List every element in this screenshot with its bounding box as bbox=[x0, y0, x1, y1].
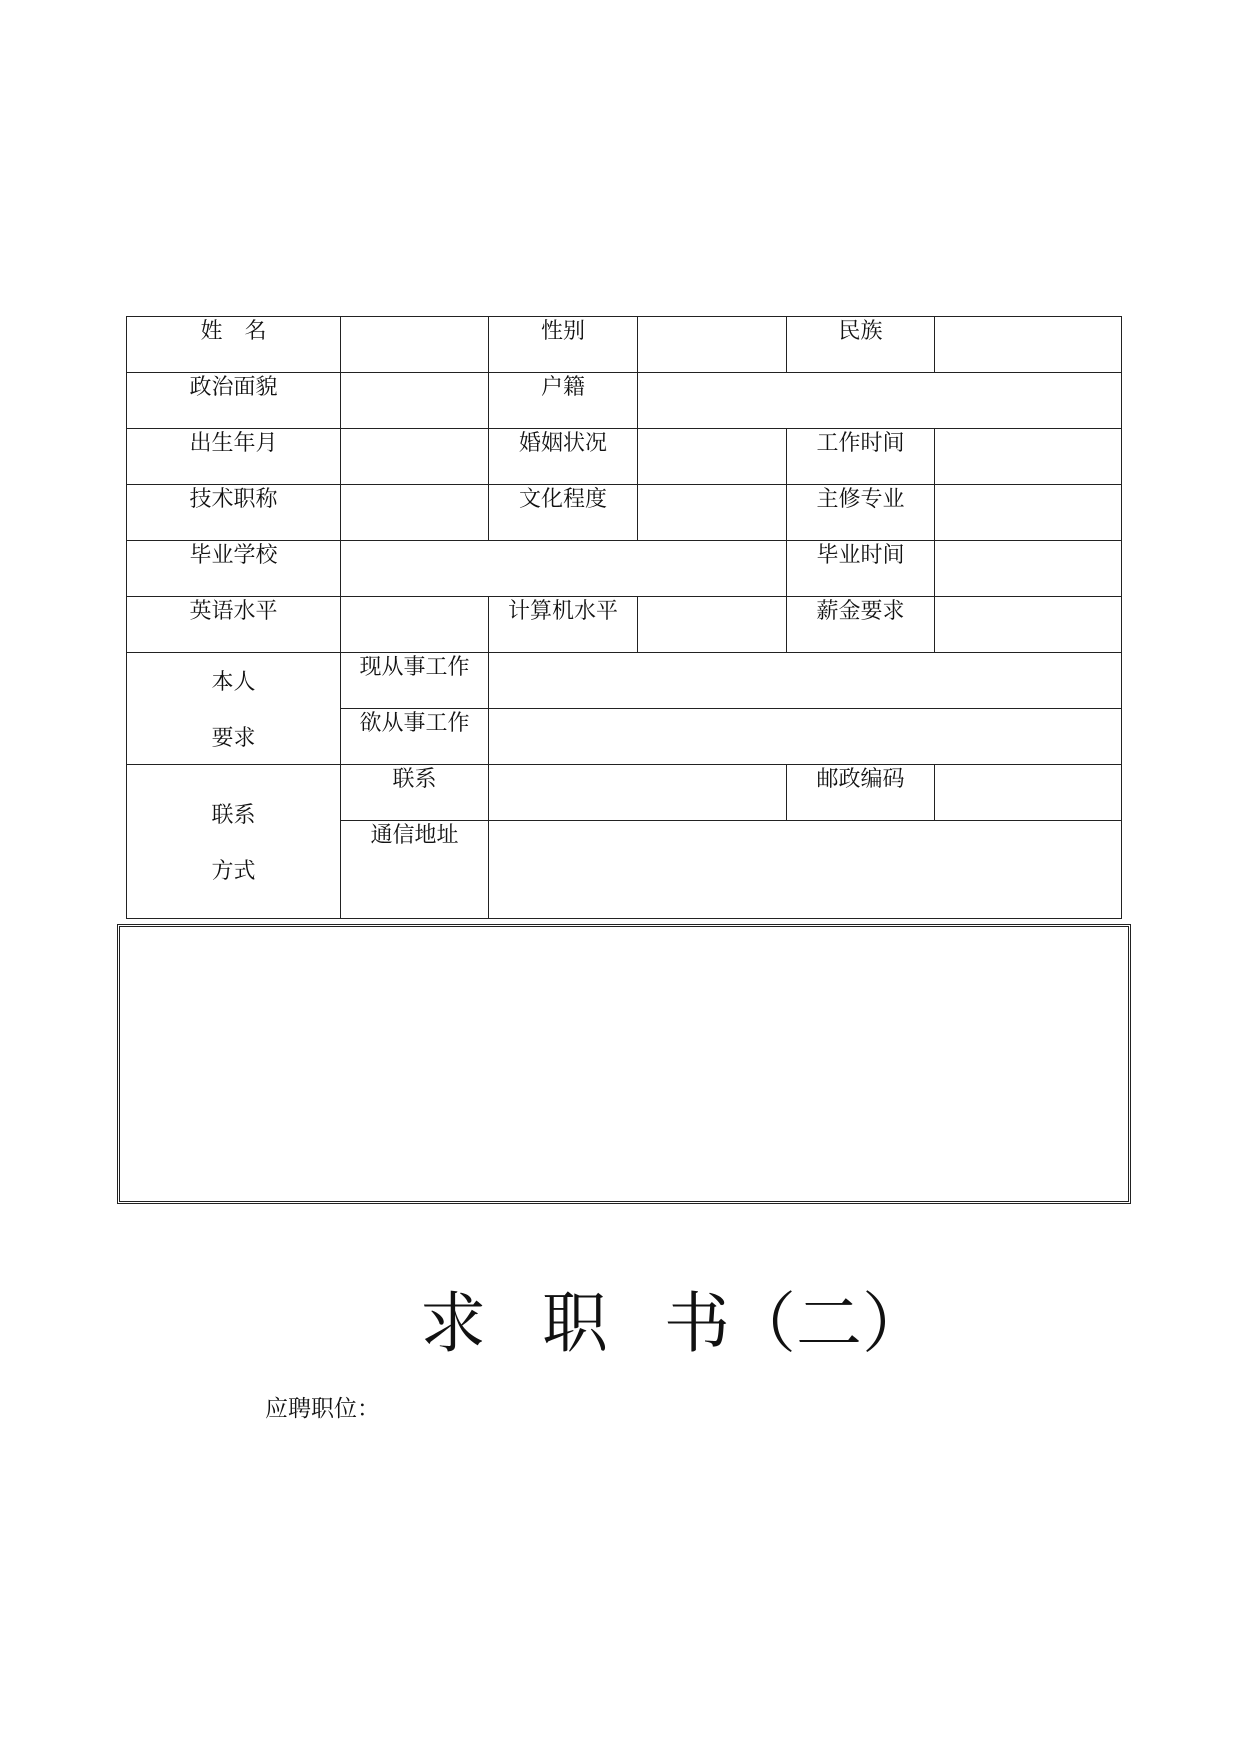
document-title bbox=[420, 1270, 928, 1365]
gender-field[interactable] bbox=[638, 317, 787, 373]
birth-label: 出生年月 bbox=[189, 431, 278, 456]
requirements-label-cell bbox=[127, 653, 341, 765]
english-label: 英语水平 bbox=[189, 599, 278, 624]
grad-time-field[interactable] bbox=[935, 541, 1122, 597]
school-label-cell bbox=[127, 541, 341, 597]
education-label: 文化程度 bbox=[518, 487, 607, 512]
application-form-table bbox=[126, 316, 1122, 919]
title-part-3: 书（二） bbox=[664, 1285, 928, 1362]
political-label: 政治面貌 bbox=[189, 375, 278, 400]
school-field[interactable] bbox=[341, 541, 787, 597]
birth-field[interactable] bbox=[341, 429, 489, 485]
current-job-field[interactable] bbox=[489, 653, 1122, 709]
contact-label-cell bbox=[341, 765, 489, 821]
address-field[interactable] bbox=[489, 821, 1122, 919]
marital-label-cell bbox=[489, 429, 638, 485]
work-time-label-cell bbox=[787, 429, 935, 485]
birth-label-cell bbox=[127, 429, 341, 485]
work-time-label: 工作时间 bbox=[816, 431, 905, 456]
salary-label-cell bbox=[787, 597, 935, 653]
gender-label-cell bbox=[489, 317, 638, 373]
address-label-cell bbox=[341, 821, 489, 919]
position-applied-label: 应聘职位： bbox=[265, 1396, 380, 1422]
salary-label: 薪金要求 bbox=[816, 599, 905, 624]
contact-method-label-line1: 联系 bbox=[211, 802, 256, 828]
work-time-field[interactable] bbox=[935, 429, 1122, 485]
school-label: 毕业学校 bbox=[189, 543, 278, 568]
hukou-label-cell bbox=[489, 373, 638, 429]
contact-label: 联系 bbox=[392, 767, 437, 792]
title-label-cell bbox=[127, 485, 341, 541]
education-label-cell bbox=[489, 485, 638, 541]
salary-field[interactable] bbox=[935, 597, 1122, 653]
postcode-field[interactable] bbox=[935, 765, 1122, 821]
ethnicity-field[interactable] bbox=[935, 317, 1122, 373]
address-label: 通信地址 bbox=[370, 823, 459, 848]
political-label-cell bbox=[127, 373, 341, 429]
desired-job-label: 欲从事工作 bbox=[359, 711, 470, 736]
tech-title-field[interactable] bbox=[341, 485, 489, 541]
marital-label: 婚姻状况 bbox=[518, 431, 607, 456]
education-field[interactable] bbox=[638, 485, 787, 541]
requirements-label-line2: 要求 bbox=[211, 725, 256, 751]
major-field[interactable] bbox=[935, 485, 1122, 541]
computer-label-cell bbox=[489, 597, 638, 653]
marital-field[interactable] bbox=[638, 429, 787, 485]
hukou-label: 户籍 bbox=[540, 375, 585, 400]
contact-method-label-cell bbox=[127, 765, 341, 919]
requirements-label-line1: 本人 bbox=[211, 669, 256, 695]
computer-field[interactable] bbox=[638, 597, 787, 653]
ethnicity-label-cell bbox=[787, 317, 935, 373]
postcode-label: 邮政编码 bbox=[816, 767, 905, 792]
english-label-cell bbox=[127, 597, 341, 653]
grad-time-label-cell bbox=[787, 541, 935, 597]
contact-field[interactable] bbox=[489, 765, 787, 821]
desired-job-label-cell bbox=[341, 709, 489, 765]
title-part-2: 职 bbox=[542, 1285, 608, 1362]
desired-job-field[interactable] bbox=[489, 709, 1122, 765]
free-text-box[interactable] bbox=[117, 924, 1131, 1204]
political-field[interactable] bbox=[341, 373, 489, 429]
current-job-label: 现从事工作 bbox=[359, 655, 470, 680]
english-field[interactable] bbox=[341, 597, 489, 653]
current-job-label-cell bbox=[341, 653, 489, 709]
name-label-cell bbox=[127, 317, 341, 373]
title-part-1: 求 bbox=[420, 1285, 486, 1362]
postcode-label-cell bbox=[787, 765, 935, 821]
grad-time-label: 毕业时间 bbox=[816, 543, 905, 568]
computer-label: 计算机水平 bbox=[507, 599, 618, 624]
tech-title-label: 技术职称 bbox=[189, 487, 278, 512]
gender-label: 性别 bbox=[540, 319, 585, 344]
hukou-field[interactable] bbox=[638, 373, 1122, 429]
major-label: 主修专业 bbox=[816, 487, 905, 512]
name-field[interactable] bbox=[341, 317, 489, 373]
contact-method-label-line2: 方式 bbox=[211, 858, 256, 884]
major-label-cell bbox=[787, 485, 935, 541]
ethnicity-label: 民族 bbox=[838, 319, 883, 344]
name-label: 姓 名 bbox=[200, 319, 267, 344]
